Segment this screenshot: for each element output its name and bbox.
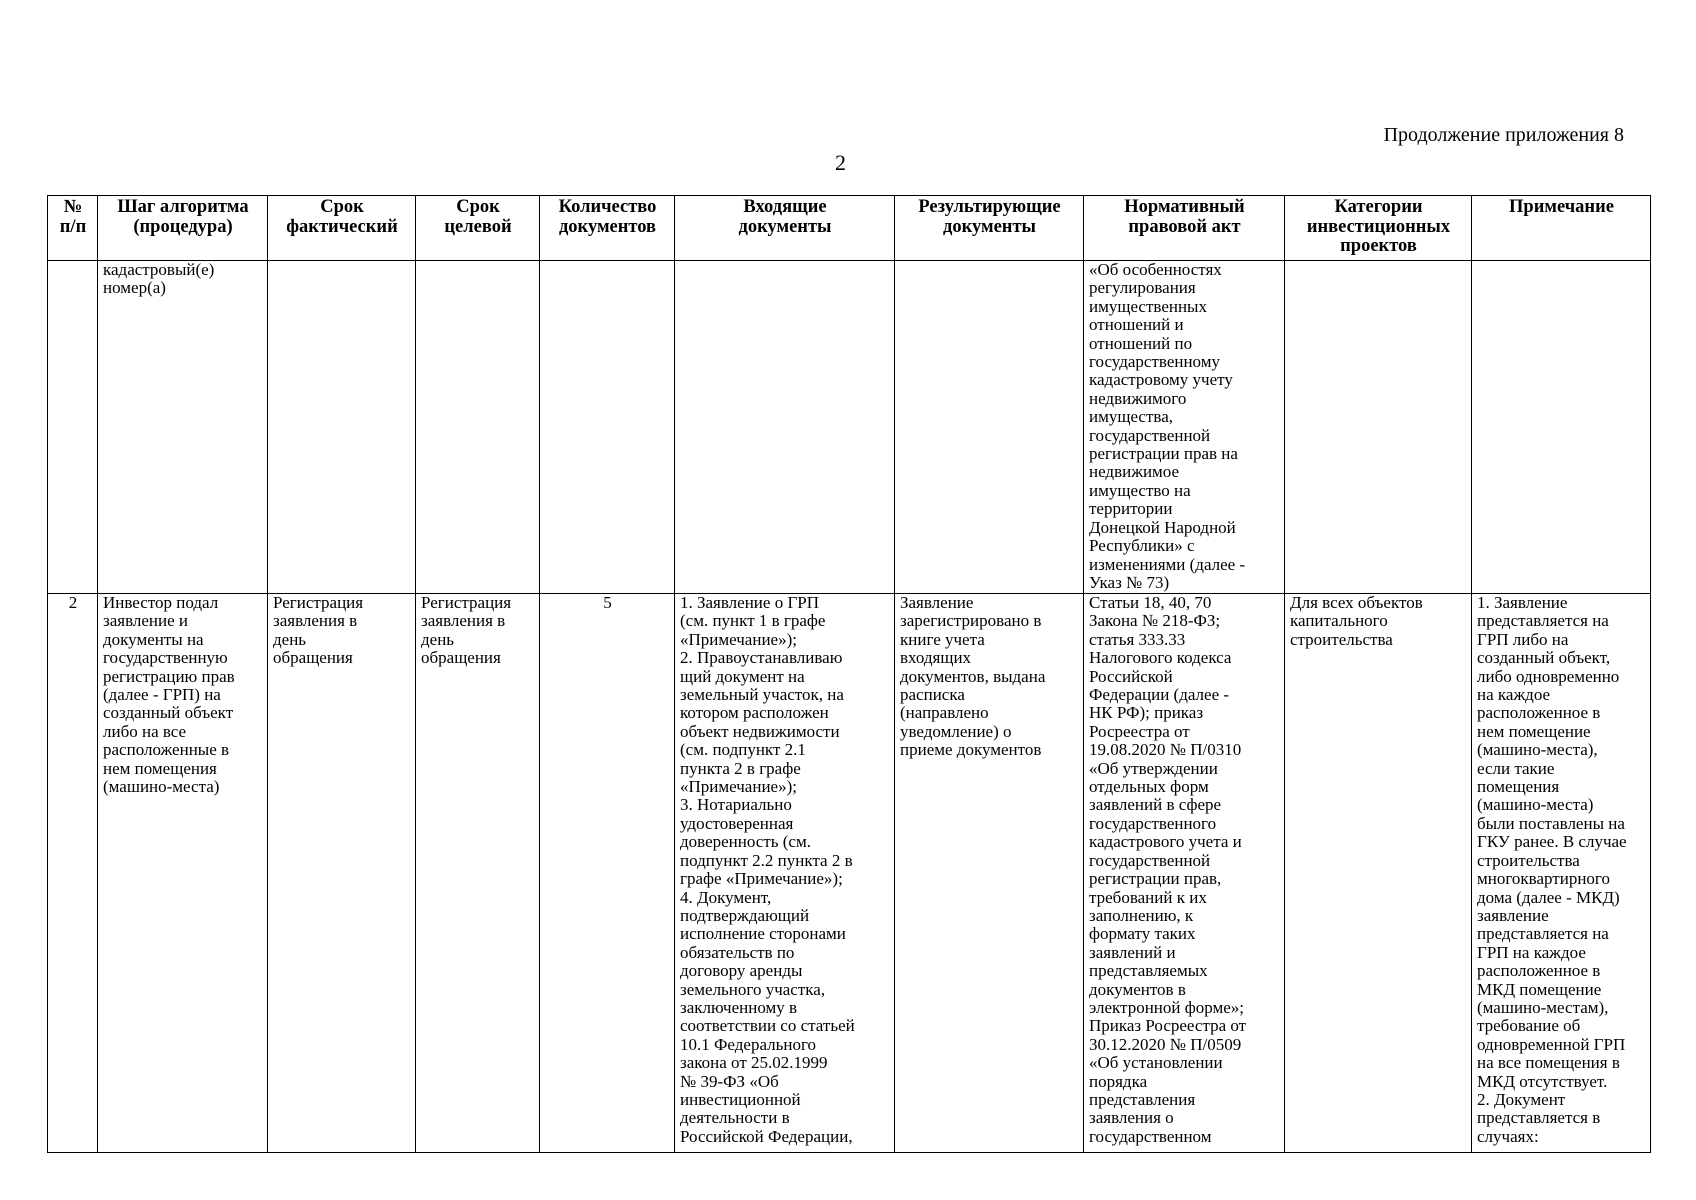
cell-num: 2 <box>48 594 98 1153</box>
cell-resulting-docs: Заявление зарегистрировано в книге учета входящих документов, выдана расписка (направлено уведомление) о приеме документов <box>895 594 1084 1153</box>
column-header-resulting-docs: Результирующие документы <box>895 196 1084 261</box>
cell-doc-count: 5 <box>540 594 675 1153</box>
cell-resulting-docs <box>895 261 1084 594</box>
table-row <box>48 594 1651 1153</box>
cell-step: Инвестор подал заявление и документы на государственную регистрацию прав (далее - ГРП) на созданный объект либо на все расположенные в нем помещения (машино-места) <box>98 594 268 1153</box>
cell-note <box>1472 261 1651 594</box>
cell-target-term <box>416 261 540 594</box>
column-header-project-categories: Категории инвестиционных проектов <box>1285 196 1472 261</box>
column-header-actual-term: Срок фактический <box>268 196 416 261</box>
cell-step: кадастровый(е) номер(а) <box>98 261 268 594</box>
column-header-target-term: Срок целевой <box>416 196 540 261</box>
cell-legal-act: Статьи 18, 40, 70 Закона № 218-ФЗ; статья 333.33 Налогового кодекса Российской Федерации (далее - НК РФ); приказ Росреестра от 19.08.2020 № П/0310 «Об утверждении отдельных форм заявлений в сфере государственного кадастрового учета и государственной регистрации прав, требований к их заполнению, к формату таких заявлений и представляемых документов в электронной форме»; Приказ Росреестра от 30.12.2020 № П/0509 «Об установлении порядка представления заявления о государственном <box>1084 594 1285 1153</box>
column-header-note: Примечание <box>1472 196 1651 261</box>
page-number: 2 <box>835 150 846 175</box>
table-row <box>48 261 1651 594</box>
column-header-num: № п/п <box>48 196 98 261</box>
cell-project-categories: Для всех объектов капитального строительства <box>1285 594 1472 1153</box>
cell-doc-count <box>540 261 675 594</box>
column-header-step: Шаг алгоритма (процедура) <box>98 196 268 261</box>
appendix-continuation-label: Продолжение приложения 8 <box>1383 124 1624 146</box>
cell-project-categories <box>1285 261 1472 594</box>
column-header-incoming-docs: Входящие документы <box>675 196 895 261</box>
cell-target-term: Регистрация заявления в день обращения <box>416 594 540 1153</box>
column-header-legal-act: Нормативный правовой акт <box>1084 196 1285 261</box>
cell-incoming-docs: 1. Заявление о ГРП (см. пункт 1 в графе «Примечание»); 2. Правоустанавливаю щий документ на земельный участок, на котором расположен объект недвижимости (см. подпункт 2.1 пункта 2 в графе «Примечание»); 3. Нотариально удостоверенная доверенность (см. подпункт 2.2 пункта 2 в графе «Примечание»); 4. Документ, подтверждающий исполнение сторонами обязательств по договору аренды земельного участка, заключенному в соответствии со статьей 10.1 Федерального закона от 25.02.1999 № 39-ФЗ «Об инвестиционной деятельности в Российской Федерации, <box>675 594 895 1153</box>
cell-legal-act: «Об особенностях регулирования имущественных отношений и отношений по государственному кадастровому учету недвижимого имущества, государственной регистрации прав на недвижимое имущество на территории Донецкой Народной Республики» с изменениями (далее - Указ № 73) <box>1084 261 1285 594</box>
cell-actual-term <box>268 261 416 594</box>
column-header-doc-count: Количество документов <box>540 196 675 261</box>
cell-num <box>48 261 98 594</box>
cell-actual-term: Регистрация заявления в день обращения <box>268 594 416 1153</box>
cell-note: 1. Заявление представляется на ГРП либо на созданный объект, либо одновременно на каждое расположенное в нем помещение (машино-места), если такие помещения (машино-места) были поставлены на ГКУ ранее. В случае строительства многоквартирного дома (далее - МКД) заявление представляется на ГРП на каждое расположенное в МКД помещение (машино-местам), требование об одновременной ГРП на все помещения в МКД отсутствует. 2. Документ представляется в случаях: <box>1472 594 1651 1153</box>
table-header-row <box>48 196 1651 261</box>
algorithm-table <box>47 195 1651 1153</box>
cell-incoming-docs <box>675 261 895 594</box>
